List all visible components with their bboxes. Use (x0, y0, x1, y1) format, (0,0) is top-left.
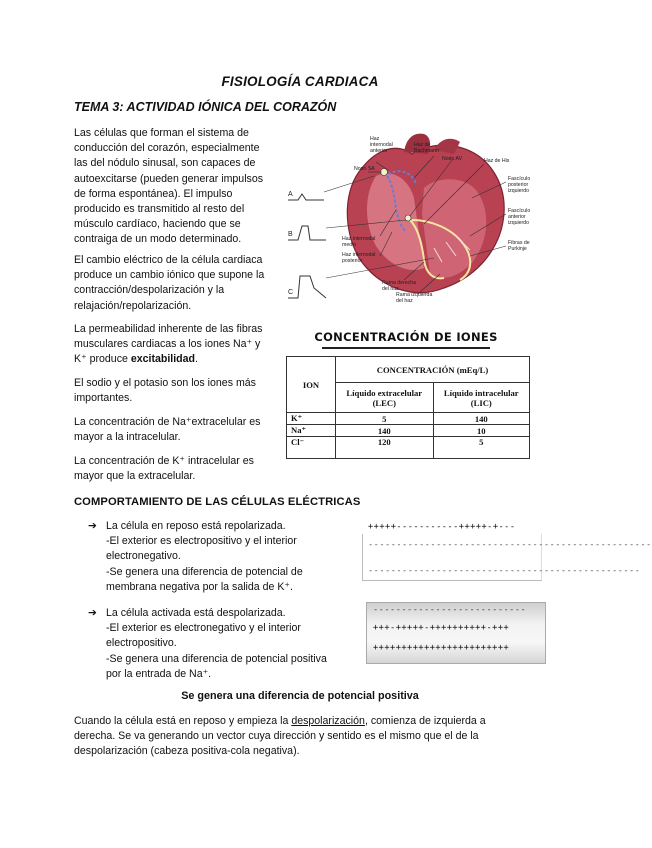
text-line: contracción/despolarización y la (74, 284, 225, 297)
text-line: conducción del corazón, especialmente (74, 142, 260, 155)
excitability-term: excitabilidad (130, 353, 196, 366)
label-line: anterior (370, 148, 388, 154)
label-line: Haz (370, 136, 380, 142)
label-line: Fascículo (508, 208, 531, 214)
label-haz-his: Haz de His (484, 158, 510, 164)
cell-ion: Cl⁻ (287, 437, 336, 459)
cell-lec: 120 (336, 437, 434, 459)
paragraph-depolarization-vector (74, 714, 534, 760)
table-header-row (287, 357, 530, 383)
label-line: Bachmann (414, 148, 439, 154)
text-span: La célula en reposo está repolarizada. (106, 520, 286, 532)
text-line: autoexcitarse (pueden generar impulsos (74, 172, 264, 185)
header-lic (433, 383, 529, 413)
paragraph-permeability (74, 322, 284, 368)
arrow-right-icon: ➔ (88, 520, 97, 532)
paragraph-electric-change (74, 253, 284, 314)
label-trace-b: B (288, 231, 293, 238)
bullet-line (88, 519, 358, 534)
table-row (287, 413, 530, 425)
bullet-line: -El exterior es electropositivo y el interior (106, 535, 297, 548)
arrow-right-icon: ➔ (88, 607, 97, 619)
label-nodo-sa: Nodo SA (354, 166, 375, 172)
text-line: de forma espontánea). El impulso (74, 187, 233, 200)
membrane-charges-top: --------------------------- (373, 605, 527, 615)
text-line: relajación/repolarización. (74, 299, 192, 312)
text-span: Cuando la célula está en reposo y empieza la (74, 715, 292, 727)
bullet-line: -Se genera una diferencia de potencial de (106, 565, 303, 578)
document-title: FISIOLOGÍA CARDIACA (221, 74, 379, 89)
ion-table-title-underline (322, 347, 490, 349)
label-nodo-av: Nodo AV (442, 156, 463, 162)
text-span: La célula activada está despolarizada. (106, 607, 286, 619)
text-line (74, 714, 534, 729)
text-line: La permeabilidad inherente de las fibras (74, 323, 263, 335)
cell-ion: K⁺ (287, 413, 336, 425)
label-line: del haz (382, 286, 399, 292)
membrane-charges-bottom: ++++++++++++++++++++++++ (373, 643, 510, 653)
text-span: K⁺ produce (74, 353, 131, 366)
header-lic-line: (LIC) (470, 397, 492, 408)
header-lec (336, 383, 434, 413)
text-line (74, 352, 284, 367)
cell-lic: 10 (433, 425, 529, 437)
text-span: , comienza de izquierda a (364, 715, 486, 727)
header-concentration: CONCENTRACIÓN (mEq/L) (336, 357, 530, 383)
text-line: mayor que la extracelular. (74, 470, 196, 483)
ion-table-title: CONCENTRACIÓN DE IONES (314, 330, 498, 344)
text-line: El sodio y el potasio son los iones más (74, 377, 256, 389)
bullet-line: membrana negativa por la salida de K⁺. (106, 580, 293, 593)
text-span: . (195, 353, 198, 366)
ion-concentration-table (286, 356, 530, 459)
paragraph-potassium-concentration (74, 454, 284, 484)
label-line: Haz de (414, 142, 431, 148)
depolarization-term: despolarización (291, 715, 365, 727)
label-line: Haz internodal (342, 252, 376, 258)
label-trace-c: C (288, 289, 294, 296)
header-lic-line: Líquido intracelular (443, 387, 519, 398)
membrane-charges-top: +++++-----------+++++-+--- (368, 522, 516, 532)
text-line: El cambio eléctrico de la célula cardiaca (74, 254, 263, 266)
label-line: Fibras de (508, 240, 530, 246)
bullet-line: -Se genera una diferencia de potencial positiva (106, 652, 327, 665)
label-trace-a: A (288, 191, 293, 198)
text-line: mayor a la intracelular. (74, 431, 181, 444)
membrane-charges-mid: +++-+++++-++++++++++-+++ (373, 623, 510, 633)
header-lec-line: (LEC) (372, 397, 396, 408)
header-ion: ION (287, 357, 336, 413)
text-line: contraiga de un modo determinado. (74, 233, 242, 246)
heart-conduction-figure (284, 128, 534, 308)
text-line: produce un cambio iónico que supone la (74, 269, 265, 282)
membrane-rest-diagram (362, 520, 652, 582)
label-line: posterior (508, 182, 529, 188)
section-heading-electric-cells: COMPORTAMIENTO DE LAS CÉLULAS ELÉCTRICAS (74, 496, 361, 508)
label-line: Rama derecha (382, 280, 417, 286)
cell-lic: 140 (433, 413, 529, 425)
membrane-charges-mid: -------------------------------------------------- (368, 540, 652, 550)
cell-lec: 140 (336, 425, 434, 437)
text-line: musculares cardiacas a los iones Na⁺ y (74, 338, 261, 351)
cell-ion: Na⁺ (287, 425, 336, 437)
text-line: músculo cardíaco, haciendo que se (74, 218, 241, 231)
label-line: izquierdo (508, 188, 530, 194)
label-line: del haz (396, 298, 413, 304)
section-heading-tema: TEMA 3: ACTIVIDAD IÓNICA DEL CORAZÓN (74, 100, 337, 114)
label-line: Haz internodal (342, 236, 376, 242)
bullet-line: por la entrada de Na⁺. (106, 667, 212, 680)
label-line: medio (342, 242, 357, 248)
membrane-charges-bottom: ------------------------------------------------ (368, 566, 641, 576)
table-row (287, 437, 530, 459)
text-line: Las células que forman el sistema de (74, 127, 249, 139)
header-lec-line: Líquido extracelular (346, 387, 423, 398)
paragraph-conduction (74, 126, 274, 248)
text-line: producido es transmitido al resto del (74, 203, 245, 216)
label-fasciculo-posterior (508, 176, 532, 194)
bullet-active-cell (88, 606, 358, 682)
text-line: importantes. (74, 392, 133, 405)
paragraph-sodium-potassium (74, 376, 284, 406)
label-line: Rama izquierda (396, 292, 433, 298)
bullet-line: -El exterior es electronegativo y el interior (106, 622, 301, 635)
text-line: las del nódulo sinusal, son capaces de (74, 157, 256, 170)
cell-lec: 5 (336, 413, 434, 425)
bullet-line: electronegativo. (106, 550, 181, 563)
text-line: La concentración de K⁺ intracelular es (74, 455, 254, 467)
bullet-resting-cell (88, 519, 358, 595)
membrane-active-diagram (366, 602, 546, 664)
label-line: posterior (342, 258, 363, 264)
text-line: derecha. Se va generando un vector cuya dirección y sentido es el mismo que el de la (74, 730, 479, 743)
text-line: despolarización (cabeza positiva-cola negativa). (74, 745, 300, 758)
positive-potential-statement: Se genera una diferencia de potencial positiva (181, 690, 419, 702)
paragraph-sodium-concentration (74, 415, 284, 445)
cell-lic: 5 (433, 437, 529, 459)
label-line: anterior (508, 214, 526, 220)
label-line: internodal (370, 142, 393, 148)
text-line: La concentración de Na⁺extracelular es (74, 416, 261, 428)
table-row (287, 425, 530, 437)
label-line: Fascículo (508, 176, 531, 182)
bullet-line (88, 606, 358, 621)
label-line: izquierdo (508, 220, 530, 226)
bullet-line: electropositivo. (106, 637, 177, 650)
label-line: Purkinje (508, 246, 527, 252)
